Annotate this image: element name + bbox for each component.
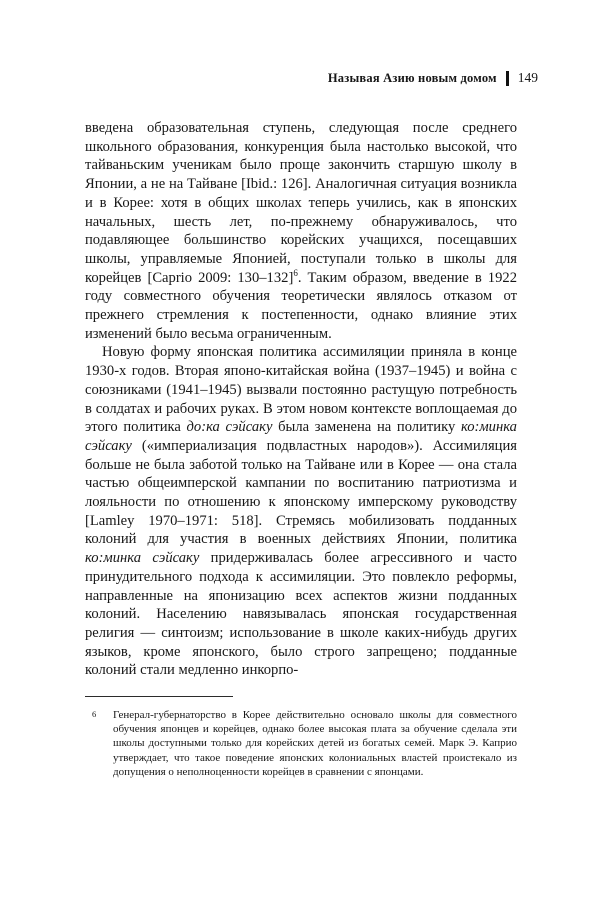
italic-term: ко:минка сэйсаку xyxy=(85,550,200,567)
footnote xyxy=(85,708,517,779)
footnote-marker: 6 xyxy=(92,709,97,719)
body-text xyxy=(85,119,517,680)
footnote-text: Генерал-губернаторство в Корее действительно основало школы для совместного обучения японцев и корейцев, однако более высокая плата за обучение сделала эти школы доступными только для корейских детей из богатых семей. Марк Э. Каприо утверждает, что такое поведение японских колониальных властей проистекало из допущения о неполноценности корейцев в сравнении с японцами. xyxy=(113,709,517,778)
footnote-reference: 6 xyxy=(293,267,298,278)
italic-term: до:ка сэйсаку xyxy=(186,419,273,436)
paragraph xyxy=(85,119,517,343)
text-run: Новую форму японская политика ассимиляции приняла в конце 1930-х годов. Вторая японо-китайская война (1937–1945) и война с союзниками (1941–1945) вызвали постоянно растущую потребность в солдатах и рабочих руках. В этом новом контексте воплощаемая до этого политика xyxy=(85,344,517,436)
text-run: («империализация подвластных народов»). Ассимиляция больше не была заботой только на Тайване или в Корее — она стала частью общеимперской кампании по воспитанию патриотизма и лояльности по отношению к японскому имперскому руководству [Lamley 1970–1971: 518]. Стремясь мобилизовать подданных колоний для участия в военных действиях Японии, политика xyxy=(85,437,517,548)
page-number: 149 xyxy=(517,70,538,85)
footnote-rule xyxy=(85,696,233,697)
header-divider xyxy=(506,71,509,86)
footnote-section xyxy=(85,696,517,779)
text-run: введена образовательная ступень, следующая после среднего школьного образования, конкуренция была настолько высокой, что тайваньским ученикам было проще закончить старшую школу в Японии, а не на Тайване [Ibid.: 126]. Аналогичная ситуация возникла и в Корее: хотя в общих школах теперь учились, как в японских начальных, шесть лет, по-прежнему обнаруживалось, что подавляющее большинство корейских учащихся, посещавших школы, управляемые Японией, поступали только в школы для корейцев [Caprio 2009: 130–132] xyxy=(85,120,517,286)
page-header xyxy=(328,70,538,86)
text-run: была заменена на политику xyxy=(272,419,461,436)
text-run: придерживалась более агрессивного и часто принудительного подхода к ассимиляции. Это повлекло реформы, направленные на японизацию всех аспектов жизни подданных колоний. Населению навязывалась японская государственная религия — синтоизм; использование в школе каких-нибудь других языков, кроме японского, было строго запрещено; подданные колоний стали медленно инкорпо- xyxy=(85,550,517,679)
italic-term: ко:минка сэйсаку xyxy=(85,419,517,454)
paragraph xyxy=(85,343,517,680)
text-run: . Таким образом, введение в 1922 году совместного обучения теоретически являлось отказом от прежнего стремления к постепенности, однако влияние этих изменений было весьма ограниченным. xyxy=(85,269,517,342)
running-title: Называя Азию новым домом xyxy=(327,70,497,85)
